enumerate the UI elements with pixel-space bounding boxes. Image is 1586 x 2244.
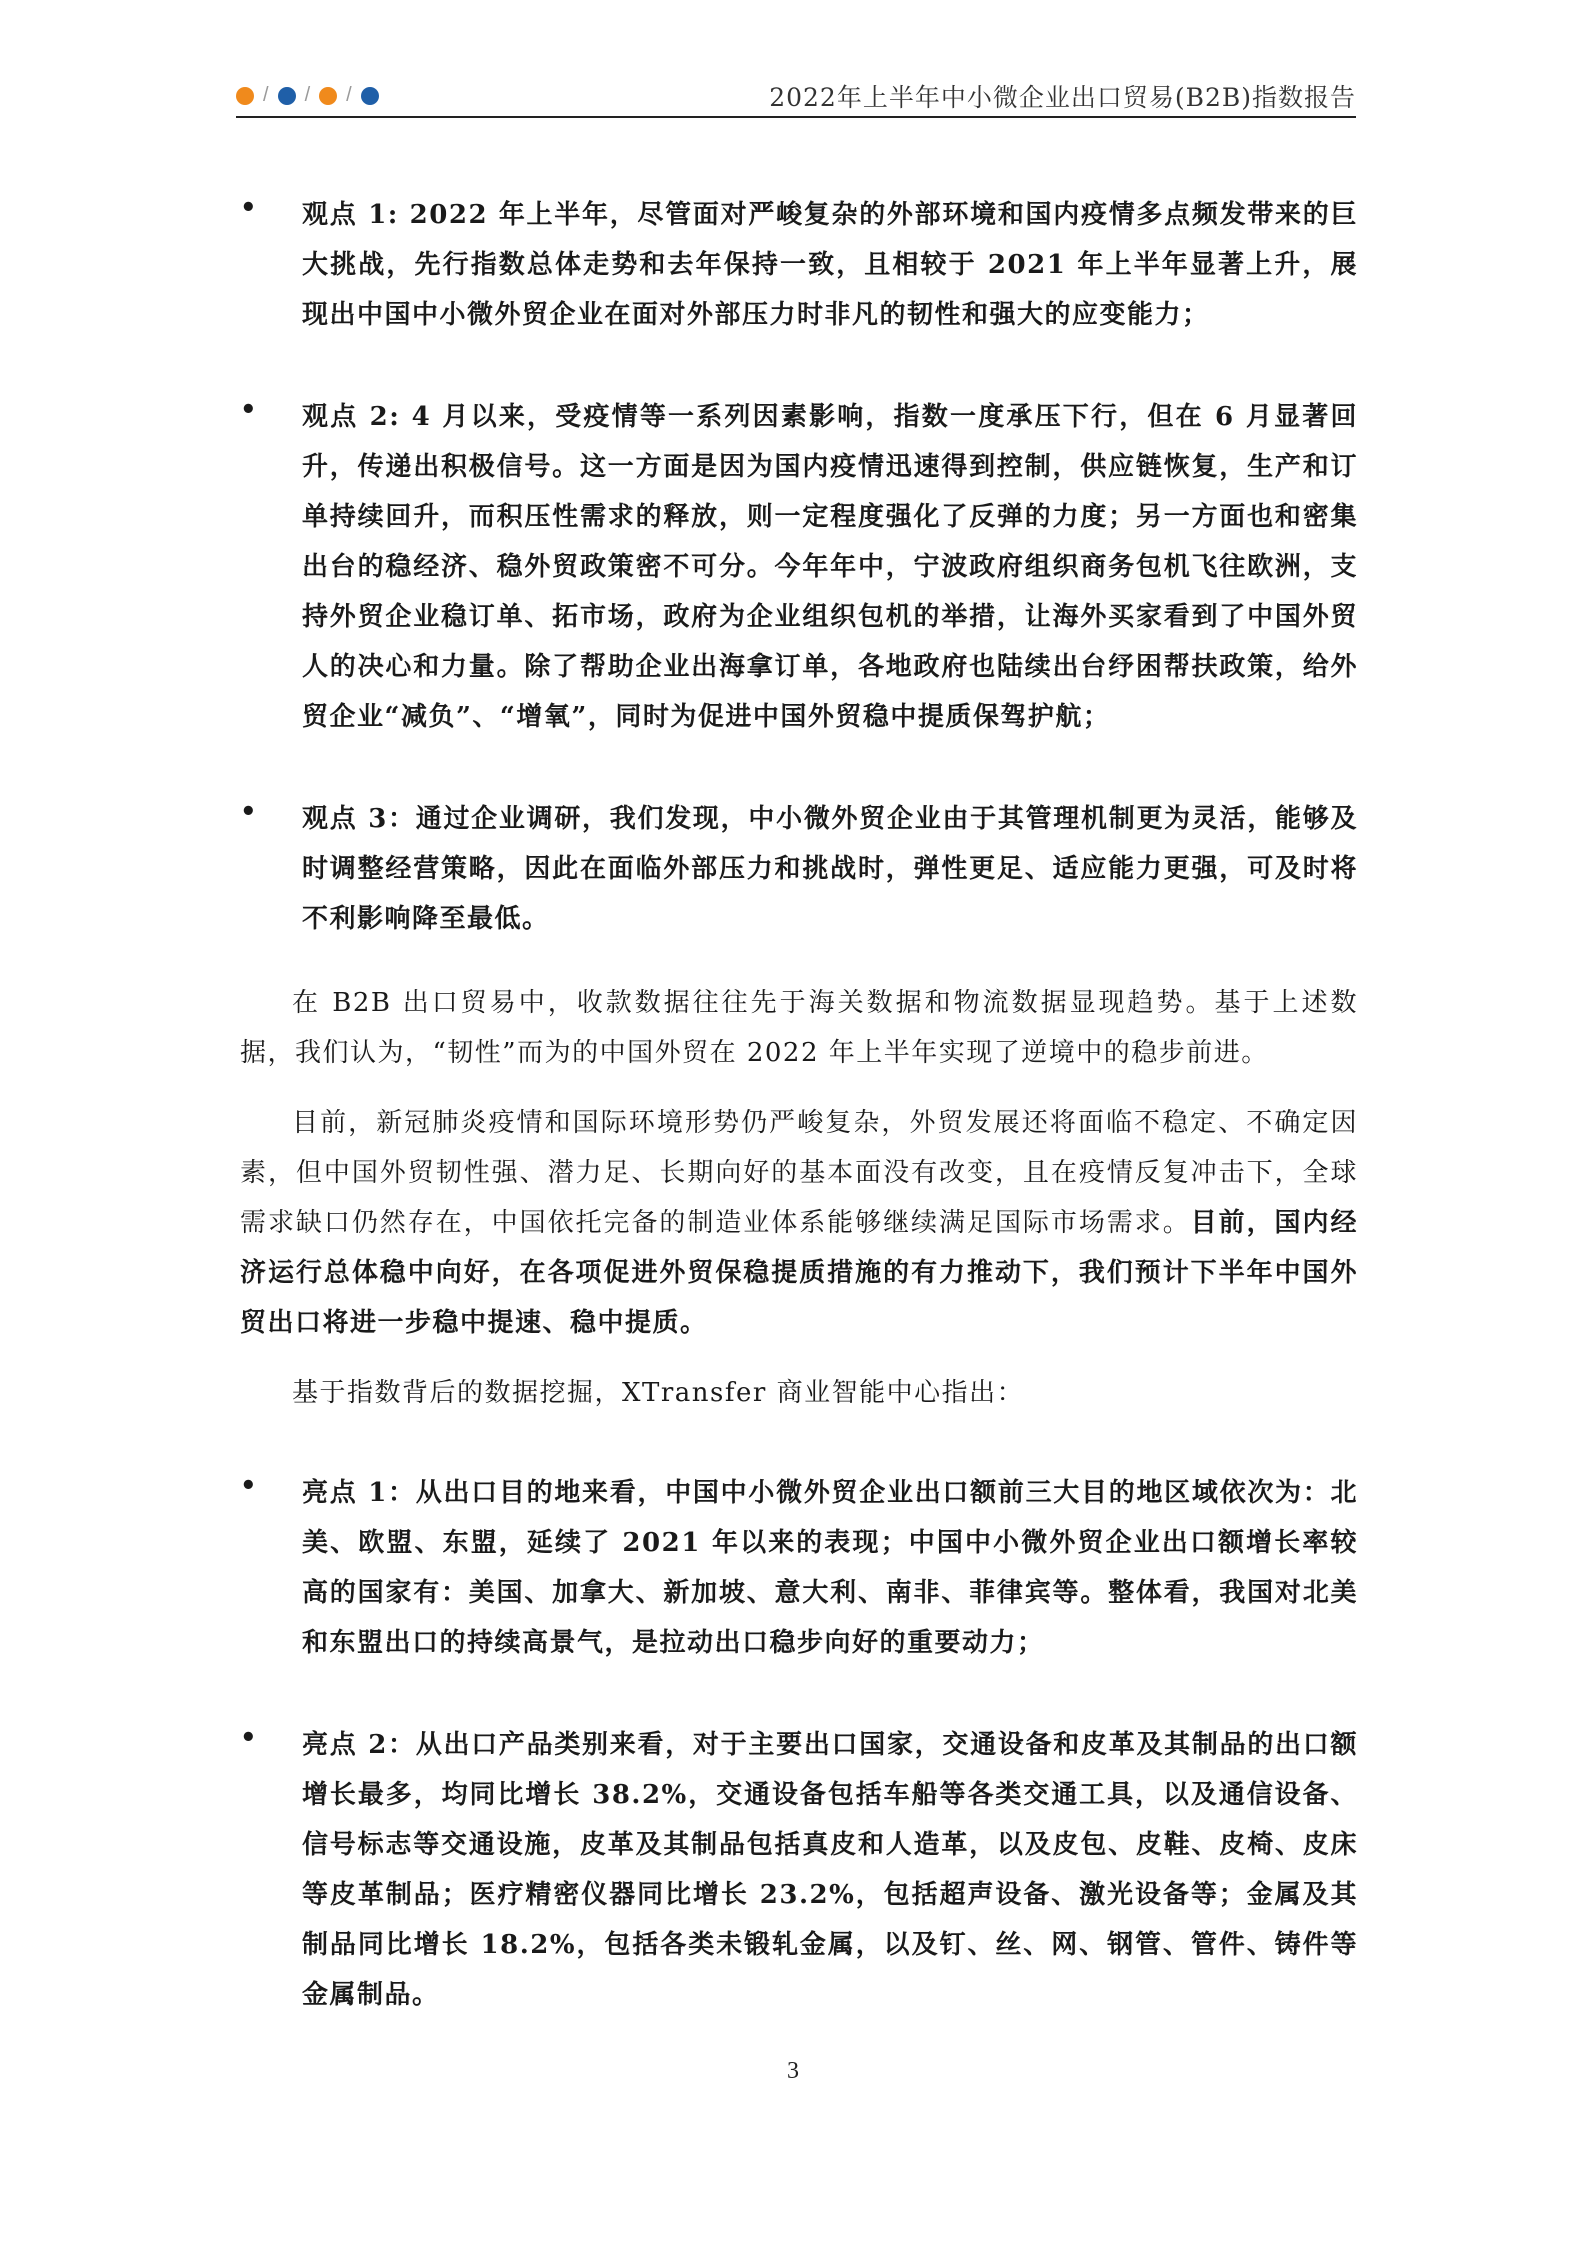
blue-dot-icon (278, 87, 296, 105)
bullet-icon: • (240, 1723, 257, 1753)
highlight-text: 亮点 2：从出口产品类别来看，对于主要出口国家，交通设备和皮革及其制品的出口额增长最多，均同比增长 38.2%，交通设备包括车船等各类交通工具，以及通信设备、信号标志等交通设施，皮革及其制品包括真皮和人造革，以及皮包、皮鞋、皮椅、皮床等皮革制品；医疗精密仪器同比增长 23.2%，包括超声设备、激光设备等；金属及其制品同比增长 18.2%，包括各类未锻轧金属，以及钉、丝、网、钢管、管件、铸件等金属制品。 (302, 1730, 1358, 2010)
header-title: 2022年上半年中小微企业出口贸易(B2B)指数报告 (769, 83, 1356, 112)
viewpoint-text: 观点 1: 2022 年上半年，尽管面对严峻复杂的外部环境和国内疫情多点频发带来的巨大挑战，先行指数总体走势和去年保持一致，且相较于 2021 年上半年显著上升，展现出中国中小微外贸企业在面对外部压力时非凡的韧性和强大的应变能力； (302, 200, 1358, 330)
page-number: 3 (787, 2058, 799, 2084)
viewpoint-item (240, 794, 1358, 944)
highlight-text: 亮点 1：从出口目的地来看，中国中小微外贸企业出口额前三大目的地区域依次为：北美、欧盟、东盟，延续了 2021 年以来的表现；中国中小微外贸企业出口额增长率较高的国家有：美国、加拿大、新加坡、意大利、南非、菲律宾等。整体看，我国对北美和东盟出口的持续高景气，是拉动出口稳步向好的重要动力； (302, 1478, 1358, 1658)
main-content (240, 190, 1358, 2020)
viewpoint-text: 观点 2: 4 月以来，受疫情等一系列因素影响，指数一度承压下行，但在 6 月显著回升，传递出积极信号。这一方面是因为国内疫情迅速得到控制，供应链恢复，生产和订单持续回升，而积压性需求的释放，则一定程度强化了反弹的力度；另一方面也和密集出台的稳经济、稳外贸政策密不可分。今年年中，宁波政府组织商务包机飞往欧洲，支持外贸企业稳订单、拓市场，政府为企业组织包机的举措，让海外买家看到了中国外贸人的决心和力量。除了帮助企业出海拿订单，各地政府也陆续出台纾困帮扶政策，给外贸企业“减负”、“增氧”，同时为促进中国外贸稳中提质保驾护航； (302, 402, 1358, 732)
highlight-item (240, 1720, 1358, 2020)
body-paragraph: 在 B2B 出口贸易中，收款数据往往先于海关数据和物流数据显现趋势。基于上述数据，我们认为，“韧性”而为的中国外贸在 2022 年上半年实现了逆境中的稳步前进。 (240, 988, 1358, 1068)
bullet-icon: • (240, 193, 257, 223)
bullet-icon: • (240, 1471, 257, 1501)
blue-dot-icon (361, 87, 379, 105)
bullet-icon: • (240, 395, 257, 425)
paragraph-bold-text: 目前，国内经济运行总体稳中向好，在各项促进外贸保稳提质措施的有力推动下，我们预计下半年中国外贸出口将进一步稳中提速、稳中提质。 (240, 1208, 1358, 1338)
body-paragraph (240, 1098, 1358, 1348)
header-dots-logo (236, 84, 379, 107)
orange-dot-icon (319, 87, 337, 105)
bullet-icon: • (240, 797, 257, 827)
highlight-item (240, 1468, 1358, 1668)
viewpoint-text: 观点 3：通过企业调研，我们发现，中小微外贸企业由于其管理机制更为灵活，能够及时调整经营策略，因此在面临外部压力和挑战时，弹性更足、适应能力更强，可及时将不利影响降至最低。 (302, 804, 1358, 934)
header-slash: / (304, 84, 311, 106)
header-slash: / (263, 84, 269, 106)
viewpoint-item (240, 190, 1358, 340)
viewpoint-item (240, 392, 1358, 742)
body-paragraph: 基于指数背后的数据挖掘，XTransfer 商业智能中心指出： (292, 1378, 1025, 1408)
header-divider (236, 116, 1356, 118)
paragraph-text: 目前，新冠肺炎疫情和国际环境形势仍严峻复杂，外贸发展还将面临不稳定、不确定因素，但中国外贸韧性强、潜力足、长期向好的基本面没有改变，且在疫情反复冲击下，全球需求缺口仍然存在，中国依托完备的制造业体系能够继续满足国际市场需求。 (240, 1108, 1358, 1238)
orange-dot-icon (236, 87, 254, 105)
header-slash: / (346, 84, 352, 106)
page-header (236, 74, 1356, 118)
